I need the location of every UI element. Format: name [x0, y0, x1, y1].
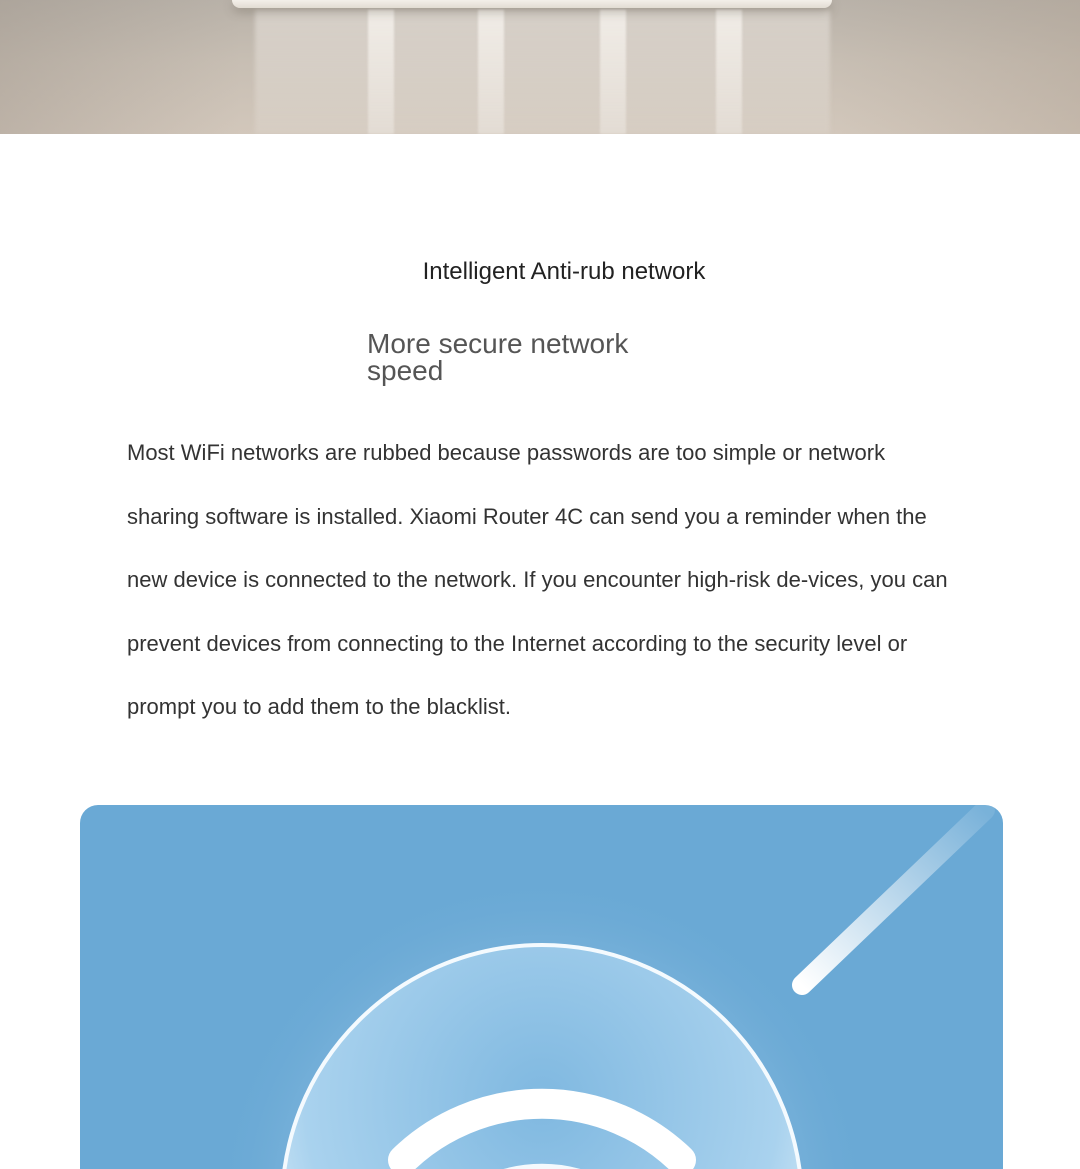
section-subtitle: More secure network speed [367, 328, 629, 386]
router-base [232, 0, 832, 8]
feature-illustration-card [80, 805, 1003, 1169]
section-description: Most WiFi networks are rubbed because passwords are too simple or network sharing software is installed. Xiaomi Router 4C can send you a reminder when the new device is connected to the network. If you encounter high-risk de-vices, you can prevent devices from connecting to the Internet according to the security level or prompt you to add them to the blacklist. [127, 440, 948, 720]
table-reflection [255, 10, 830, 134]
section-title: Intelligent Anti-rub network [422, 258, 706, 285]
router-photo [0, 0, 1080, 134]
wifi-shield-icon [80, 805, 1003, 1169]
